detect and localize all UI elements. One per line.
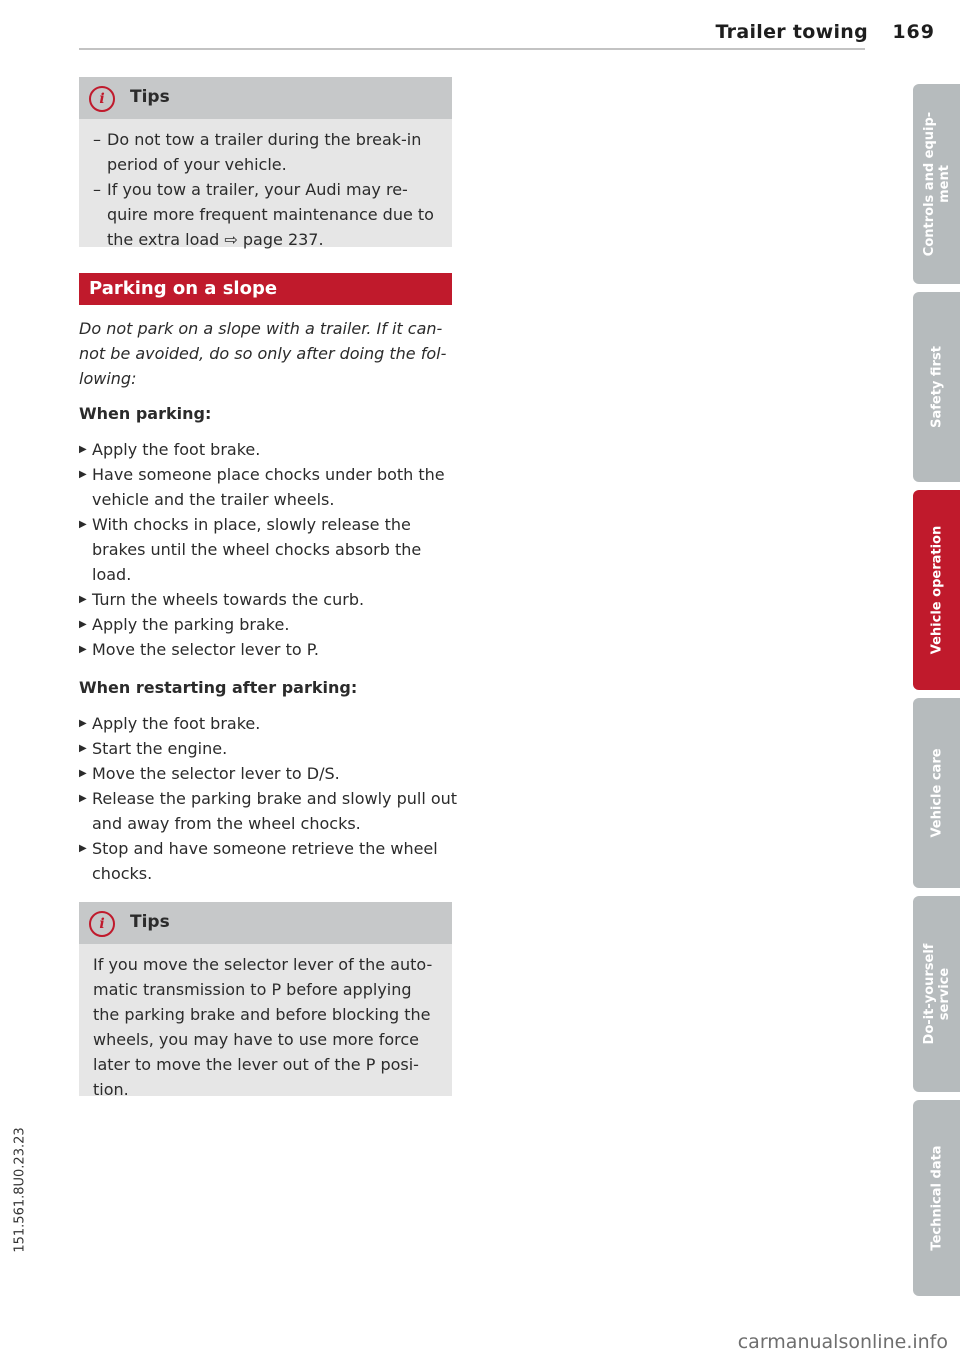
list-item: ▶ Move the selector lever to D/S. xyxy=(79,764,340,783)
side-tab-label: Controls and equip- ment xyxy=(921,111,952,257)
side-tab-diy-service[interactable] xyxy=(913,896,960,1092)
list-item: ▶ Have someone place chocks under both the vehicle and the trailer wheels. xyxy=(79,465,445,509)
tips-item-text: Do not tow a trailer during the break-in period of your vehicle. xyxy=(107,130,422,174)
list-item: ▶ Start the engine. xyxy=(79,739,228,758)
tips-header xyxy=(79,77,452,119)
side-tab-vehicle-care[interactable] xyxy=(913,698,960,888)
step-text: Have someone place chocks under both the vehicle and the trailer wheels. xyxy=(92,465,445,509)
list-item: ▶ Apply the foot brake. xyxy=(79,440,261,459)
side-tab-label: Vehicle operation xyxy=(929,525,944,655)
parking-subheading: When parking: xyxy=(79,404,212,423)
list-item: ▶ Stop and have someone retrieve the wheel chocks. xyxy=(79,839,438,883)
step-text: With chocks in place, slowly release the brakes until the wheel chocks absorb the load. xyxy=(92,515,422,584)
tips-item: – If you tow a trailer, your Audi may re-quire more frequent maintenance due to the extra load ⇨ page 237. xyxy=(93,180,434,249)
list-item: ▶ Turn the wheels towards the curb. xyxy=(79,590,365,609)
step-text: Move the selector lever to P. xyxy=(92,640,319,659)
restarting-steps xyxy=(79,711,459,886)
list-item: ▶ Release the parking brake and slowly pull out and away from the wheel chocks. xyxy=(79,789,458,833)
header-divider xyxy=(79,48,865,50)
tips-title: Tips xyxy=(130,87,170,107)
side-tab-vehicle-operation[interactable] xyxy=(913,490,960,690)
step-text: Move the selector lever to D/S. xyxy=(92,764,340,783)
info-icon: i xyxy=(89,86,115,112)
section-heading: Parking on a slope xyxy=(79,273,452,305)
restarting-subheading: When restarting after parking: xyxy=(79,678,358,697)
tips-item: – Do not tow a trailer during the break-in period of your vehicle. xyxy=(93,130,422,174)
list-item: ▶ Apply the parking brake. xyxy=(79,615,290,634)
step-text: Stop and have someone retrieve the wheel chocks. xyxy=(92,839,438,883)
side-tab-safety[interactable] xyxy=(913,292,960,482)
list-item: ▶ With chocks in place, slowly release the brakes until the wheel chocks absorb the load. xyxy=(79,515,422,584)
list-item: ▶ Move the selector lever to P. xyxy=(79,640,319,659)
step-text: Start the engine. xyxy=(92,739,228,758)
watermark: carmanualsonline.info xyxy=(737,1331,948,1353)
side-tab-label: Do-it-yourself service xyxy=(921,943,952,1045)
step-text: Apply the foot brake. xyxy=(92,714,261,733)
tips-item-text: If you tow a trailer, your Audi may re-quire more frequent maintenance due to the extra load ⇨ page 237. xyxy=(107,180,434,249)
side-tab-label: Vehicle care xyxy=(929,748,944,838)
section-intro: Do not park on a slope with a trailer. If it can-not be avoided, do so only after doing the fol-lowing: xyxy=(79,319,447,388)
side-tab-label: Technical data xyxy=(929,1145,944,1251)
tips-body xyxy=(79,119,452,260)
step-text: Apply the parking brake. xyxy=(92,615,290,634)
tips-title: Tips xyxy=(130,912,170,932)
info-icon: i xyxy=(89,911,115,937)
tips-box-bottom xyxy=(79,902,452,1099)
parking-steps xyxy=(79,437,459,662)
tips-box-top xyxy=(79,77,452,247)
step-text: Release the parking brake and slowly pull out and away from the wheel chocks. xyxy=(92,789,458,833)
page-number: 169 xyxy=(892,21,935,43)
chapter-title: Trailer towing xyxy=(715,21,868,43)
side-tab-technical-data[interactable] xyxy=(913,1100,960,1296)
document-code-text: 151.561.8U0.23.23 xyxy=(12,1127,28,1253)
document-code xyxy=(0,1050,40,1330)
step-text: Turn the wheels towards the curb. xyxy=(92,590,365,609)
side-tab-label: Safety first xyxy=(929,346,944,428)
side-tab-controls[interactable] xyxy=(913,84,960,284)
list-item: ▶ Apply the foot brake. xyxy=(79,714,261,733)
tips-body: If you move the selector lever of the auto-matic transmission to P before applying the parking brake and before blocking the wheels, you may have to use more force later to move the lever out of the P posi-tion. xyxy=(93,955,433,1099)
tips-header xyxy=(79,902,452,944)
step-text: Apply the foot brake. xyxy=(92,440,261,459)
